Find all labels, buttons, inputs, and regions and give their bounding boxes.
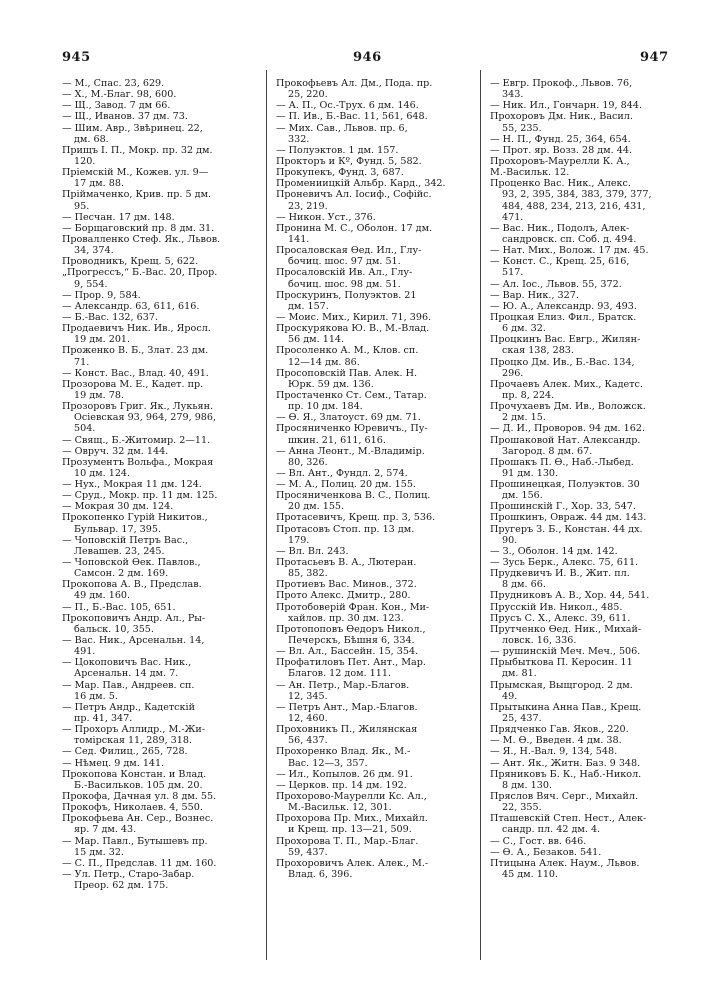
directory-entry-line: Прочаевъ Алек. Мих., Кадетс. (490, 378, 643, 390)
directory-entry-line: пр. 41, 347. (74, 713, 133, 725)
directory-entry-line: Провалленко Стеф. Як., Львов. (62, 233, 221, 245)
directory-entry-line: 8 дм. 66. (502, 579, 546, 591)
directory-entry-line: — Вл. Ал., Бассейн. 15, 354. (276, 646, 419, 658)
directory-entry-line: Прокофьевъ Ал. Дм., Пода. пр. (276, 78, 433, 89)
directory-entry-line: Влад. 6, 396. (288, 868, 353, 880)
directory-entry-line: дм. 81. (502, 668, 537, 680)
directory-entry-line: Прокопенко Гурiй Никитов., (62, 512, 208, 524)
directory-entry-line: 80, 326. (288, 456, 328, 468)
directory-entry-line: и Крещ. пр. 13—21, 509. (288, 824, 412, 836)
directory-entry-line: — Ил., Копылов. 26 дм. 91. (276, 768, 413, 780)
directory-entry-line: — Чоповской Ѳек. Павлов., (62, 557, 201, 569)
directory-entry-line: — Сруд., Мокр. пр. 11 дм. 125. (62, 490, 218, 502)
directory-entry-line: 12, 345. (288, 690, 328, 702)
directory-entry-line: 56 дм. 114. (288, 334, 345, 346)
directory-entry-line: — Ю. А., Александр. 93, 493. (490, 300, 637, 312)
directory-entry-line: дм. 156. (502, 490, 543, 502)
page-number-right: 947 (640, 50, 669, 65)
directory-entry-line: 16 дм. 5. (74, 690, 118, 702)
directory-entry-line: Протобоверiй Фран. Кон., Ми- (276, 601, 430, 613)
directory-entry-line: 90. (502, 534, 518, 546)
directory-entry-line: Прошаковой Нат. Александр. (490, 434, 641, 446)
directory-entry-line: Прымская, Выщгород. 2 дм. (490, 679, 633, 691)
directory-entry-line: — Ал. Iос., Львов. 55, 372. (490, 278, 622, 290)
directory-entry-line: — Анна Леонт., М.-Владимiр. (276, 445, 425, 457)
directory-entry-line: Просаловскiй Ив. Ал., Глу- (276, 267, 413, 279)
directory-entry-line: Бульвар. 17, 395. (74, 523, 162, 535)
directory-entry-line: — Нух., Мокрая 11 дм. 124. (62, 479, 202, 491)
directory-entry-line: — Д. И., Проворов. 94 дм. 162. (490, 423, 646, 435)
directory-entry-line: Просяниченкова В. С., Полиц. (276, 490, 431, 502)
directory-entry-line: Прошинскiй Г., Хор. 33, 547. (490, 501, 636, 513)
directory-entry-line: Самсон. 2 дм. 169. (74, 568, 169, 580)
directory-entry-line: Прудниковъ А. В., Хор. 44, 541. (490, 590, 650, 602)
column-2 (276, 78, 472, 880)
directory-entry-line: Прутченко Ѳед. Ник., Михай- (490, 623, 642, 635)
directory-entry-line: Прошкинъ, Овраж. 44 дм. 143. (490, 512, 647, 524)
directory-entry-line: 343. (502, 89, 524, 101)
directory-entry-line: — Нат. Мих., Волож. 17 дм. 45. (490, 245, 649, 257)
directory-entry-line: хайлов. пр. 30 дм. 123. (288, 612, 404, 624)
directory-entry-line: Пряниковъ Б. К., Наб.-Никол. (490, 768, 642, 780)
directory-entry-line: — А. П., Ос.-Трух. 6 дм. 146. (276, 100, 419, 112)
directory-entry-line: Загород. 8 дм. 67. (502, 445, 593, 457)
directory-entry-line: — Зусь Берк., Алекс. 75, 611. (490, 557, 639, 569)
directory-entry-line: — Шим. Авр., Звѣринец. 22, (62, 122, 203, 134)
directory-entry-line: Прусъ С. Х., Алекс. 39, 611. (490, 612, 631, 624)
directory-entry-line: Осiевская 93, 964, 279, 986, (74, 412, 217, 424)
directory-entry-line: — Вас. Ник., Подолъ, Алек- (490, 222, 630, 234)
directory-entry-line: Прозорова М. Е., Кадет. пр. (62, 378, 204, 390)
directory-entry-line: 25, 437. (502, 713, 542, 725)
directory-entry-line: яр. 7 дм. 43. (74, 824, 137, 836)
directory-entry-line: — Прор. 9, 584. (62, 289, 141, 301)
column-divider (266, 70, 267, 960)
directory-entry-line: — Ан. Петр., Мар.-Благов. (276, 679, 410, 691)
directory-entry-line: Пругеръ З. Б., Констан. 44 дх. (490, 523, 643, 535)
directory-entry-line: Проховникъ П., Жилянская (276, 724, 418, 736)
directory-entry-line: Прокоповичъ Андр. Ал., Ры- (62, 612, 206, 624)
directory-entry-line: Прокопова Констан. и Влад. (62, 768, 207, 780)
directory-entry-line: 45 дм. 110. (502, 868, 559, 880)
directory-entry-line: Прохорово-Маурелли Кс. Ал., (276, 791, 427, 802)
directory-entry-line: Вас. 12—3, 357. (288, 757, 368, 769)
directory-entry-line: Прохорова Т. П., Мар.-Благ. (276, 835, 419, 847)
directory-entry-line: Преор. 62 дм. 175. (74, 880, 169, 892)
directory-entry-line: Прыбыткова П. Керосин. 11 (490, 657, 633, 669)
directory-entry-line: Проневичъ Ал. Iосиф., Софiйс. (276, 189, 432, 201)
directory-entry-line: — Вл. Вл. 243. (276, 545, 349, 557)
directory-entry-line: М.-Васильк. 12, 301. (288, 802, 392, 814)
directory-entry-line: — Никон. Уст., 376. (276, 211, 376, 223)
directory-entry-line: — Полуэктов. 1 дм. 157. (276, 144, 399, 156)
directory-entry-line: — Прот. яр. Возз. 28 дм. 44. (490, 144, 632, 156)
directory-entry-line: 179. (288, 534, 310, 546)
directory-entry-line: — З., Оболон. 14 дм. 142. (490, 545, 618, 557)
directory-entry-line: Прiемскiй М., Кожев. ул. 9— (62, 167, 209, 179)
directory-entry-line: 55, 235. (502, 122, 542, 134)
directory-entry-line: — С., Гост. вв. 646. (490, 835, 587, 847)
directory-entry-line: Прохорова Пр. Мих., Михайл. (276, 813, 428, 825)
directory-entry-line: Прудкевичъ И. В., Жит. пл. (490, 568, 630, 580)
directory-entry-line: — Мар. Пав., Андреев. сп. (62, 679, 195, 691)
directory-entry-line: Прошинецкая, Полуэктов. 30 (490, 479, 640, 491)
directory-entry-line: М.-Васильк. 12. (490, 167, 570, 179)
directory-entry-line: Просоповскiй Пав. Алек. Н. (276, 367, 418, 379)
directory-entry-line: ловск. 16, 336. (502, 635, 577, 647)
directory-entry-line: 95. (74, 200, 90, 212)
directory-entry-line: Проженко В. Б., Злат. 23 дм. (62, 345, 209, 357)
directory-entry-line: Простаченко Ст. Сем., Татар. (276, 389, 427, 401)
directory-entry-line: 19 дм. 201. (74, 334, 131, 346)
directory-entry-line: сандр. пл. 42 дм. 4. (502, 824, 601, 836)
directory-entry-line: 23, 219. (288, 200, 328, 212)
directory-entry-line: 471. (502, 211, 524, 223)
directory-entry-line: — Борщаговский пр. 8 дм. 31. (62, 222, 215, 234)
directory-entry-line: — П. Ив., Б.-Вас. 11, 561, 648. (276, 111, 428, 123)
directory-entry-line: Прокупекъ, Фунд. 3, 687. (276, 167, 404, 179)
directory-entry-line: бочиц. шос. 98 дм. 51. (288, 278, 401, 290)
directory-entry-line: пр. 10 дм. 184. (288, 401, 363, 413)
directory-entry-line: — Щ., Иванов. 37 дм. 73. (62, 111, 188, 123)
directory-entry-line: 491. (74, 646, 96, 658)
directory-entry-line: 22, 355. (502, 802, 542, 814)
directory-entry-line: Процкинъ Вас. Евгр., Жилян- (490, 334, 641, 346)
directory-entry-line: бочиц. шос. 97 дм. 51. (288, 256, 401, 268)
directory-entry-line: Прохоренко Влад. Як., М.- (276, 746, 411, 758)
directory-entry-line: — М. Ѳ., Введен. 4 дм. 38. (490, 735, 622, 747)
directory-entry-line: 49 дм. 160. (74, 590, 131, 602)
directory-entry-line: 484, 488, 234, 213, 216, 431, (502, 200, 646, 212)
directory-entry-line: 120. (74, 155, 96, 167)
directory-entry-line: Прохоровичъ Алек. Алек., М.- (276, 857, 429, 869)
directory-entry-line: — Вас. Ник., Арсенальн. 14, (62, 635, 205, 647)
directory-entry-line: — Б.-Вас. 132, 637. (62, 311, 158, 323)
directory-entry-line: — М., Спас. 23, 629. (62, 78, 165, 89)
column-3 (490, 78, 690, 880)
directory-entry-line: Просаловская Ѳед. Ил., Глу- (276, 245, 422, 257)
directory-entry-line: — Нѣмец. 9 дм. 141. (62, 757, 165, 769)
directory-entry-line: Промениицкiй Альбр. Кард., 342. (276, 178, 446, 190)
directory-entry-line: — Ник. Ил., Гончарн. 19, 844. (490, 100, 642, 112)
directory-entry-line: Прытыкина Анна Пав., Крещ. (490, 701, 642, 713)
directory-entry-line: — М. А., Полиц. 20 дм. 155. (276, 479, 416, 491)
directory-entry-line: Арсенальн. 14 дм. 7. (74, 668, 179, 680)
directory-entry-line: шкин. 21, 611, 616. (288, 434, 386, 446)
directory-entry-line: Протасовъ Стоп. пр. 13 дм. (276, 523, 415, 535)
directory-entry-line: Протасевичъ, Крещ. пр. 3, 536. (276, 512, 436, 524)
directory-entry-line: 91 дм. 130. (502, 467, 559, 479)
directory-entry-line: 56, 437. (288, 735, 328, 747)
directory-entry-line: — Вар. Ник., 327. (490, 289, 579, 301)
directory-entry-line: Просяниченко Юревичъ., Пу- (276, 423, 428, 435)
directory-entry-line: 15 дм. 32. (74, 846, 124, 858)
directory-entry-line: 93, 2, 395, 384, 383, 379, 377, (502, 189, 652, 201)
directory-entry-line: Пряслов Вяч. Серг., Михайл. (490, 791, 639, 802)
directory-entry-line: 59, 437. (288, 846, 328, 858)
directory-entry-line: — Мокрая 30 дм. 124. (62, 501, 174, 513)
directory-entry-line: — Евгр. Прокоф., Львов. 76, (490, 78, 633, 89)
directory-entry-line: — Ѳ. Я., Златоуст. 69 дм. 71. (276, 412, 421, 424)
directory-entry-line: Прокофъ, Николаев. 4, 550. (62, 802, 203, 814)
directory-entry-line: — Петръ Ант., Мар.-Благов. (276, 701, 418, 713)
directory-entry-line: 332. (288, 133, 310, 145)
directory-entry-line: Проводникъ, Крещ. 5, 622. (62, 256, 199, 268)
directory-entry-line: — Церков. пр. 14 дм. 192. (276, 779, 407, 791)
directory-entry-line: Проскуринъ, Полуэктов. 21 (276, 289, 417, 301)
directory-entry-line: 504. (74, 423, 96, 435)
directory-entry-line: Прозументъ Вольфа., Мокрая (62, 456, 214, 468)
directory-entry-line: 8 дм. 130. (502, 779, 552, 791)
directory-entry-line: — Щ., Завод. 7 дм 66. (62, 100, 171, 112)
directory-entry-line: Проценко Вас. Ник., Алекс. (490, 178, 631, 190)
directory-entry-line: Прiймаченко, Крив. пр. 5 дм. (62, 189, 212, 201)
directory-entry-line: — Мар. Павл., Бутышевъ пр. (62, 835, 208, 847)
directory-entry-line: Прохоровъ-Маурелли К. А., (490, 155, 630, 167)
directory-entry-line: 9, 554. (74, 278, 108, 290)
directory-entry-line: Прошакъ П. Ѳ., Наб.-Лыбед. (490, 456, 634, 468)
directory-entry-line: ская 138, 283. (502, 345, 574, 357)
directory-entry-line: — Чоповскiй Петръ Вас., (62, 534, 189, 546)
directory-entry-line: 2 дм. 15. (502, 412, 546, 424)
directory-entry-line: Прусскiй Ив. Никол., 485. (490, 601, 623, 613)
directory-entry-line: „Прогрессъ,“ Б.-Вас. 20, Прор. (62, 267, 218, 279)
directory-entry-line: Прокофьева Ан. Сер., Вознес. (62, 813, 214, 825)
directory-entry-line: — Вл. Ант., Фундл. 2, 574. (276, 467, 408, 479)
directory-entry-line: Печерскъ, Бѣшня 6, 334. (288, 635, 415, 647)
directory-entry-line: Протопоповъ Ѳедоръ Никол., (276, 623, 426, 635)
directory-entry-line: 17 дм. 88. (74, 178, 124, 190)
column-1 (62, 78, 258, 891)
directory-entry-line: Прищъ I. П., Мокр. пр. 32 дм. (62, 144, 213, 156)
directory-entry-line: Прохоровъ Дм. Ник., Васил. (490, 111, 633, 123)
directory-entry-line: Благов. 12 дом. 111. (288, 668, 392, 680)
directory-entry-line: Прокопова А. В., Предслав. (62, 579, 202, 591)
directory-entry-line: 12—14 дм. 86. (288, 356, 360, 368)
directory-entry-line: дм. 68. (74, 133, 109, 145)
column-divider (480, 70, 481, 960)
page-number-left: 945 (62, 50, 91, 65)
directory-entry-line: пр. 8, 224. (502, 389, 555, 401)
directory-entry-line: Прочухаевъ Дм. Ив., Воложск. (490, 401, 646, 413)
directory-entry-line: 517. (502, 267, 524, 279)
directory-entry-line: Прозоровъ Григ. Як., Лукьян. (62, 401, 214, 413)
directory-entry-line: Процко Дм. Ив., Б.-Вас. 134, (490, 356, 635, 368)
directory-entry-line: — Н. П., Фунд. 25, 364, 654. (490, 133, 631, 145)
directory-entry-line: 25, 220. (288, 89, 328, 101)
directory-entry-line: 12, 460. (288, 713, 328, 725)
directory-entry-line: — С. П., Предслав. 11 дм. 160. (62, 857, 217, 869)
directory-entry-line: Юрк. 59 дм. 136. (288, 378, 374, 390)
directory-entry-line: Просоленко А. М., Клов. сп. (276, 345, 419, 357)
directory-entry-line: Пташевскiй Степ. Нест., Алек- (490, 813, 647, 825)
directory-entry-line: дм. 157. (288, 300, 329, 312)
directory-entry-line: Прокторъ и Кº, Фунд. 5, 582. (276, 155, 422, 167)
directory-entry-line: — Х., М.-Благ. 98, 600. (62, 89, 177, 101)
directory-entry-line: — Свящ., Б.-Житомир. 2—11. (62, 434, 211, 446)
directory-entry-line: бальск. 10, 355. (74, 623, 154, 635)
directory-entry-line: 10 дм. 124. (74, 467, 131, 479)
directory-entry-line: 141. (288, 233, 310, 245)
directory-entry-line: Продаевичъ Ник. Ив., Яросл. (62, 323, 211, 335)
page-number-center: 946 (353, 50, 382, 65)
directory-entry-line: сандровск. сп. Соб. д. 494. (502, 233, 637, 245)
directory-entry-line: — Мих. Сав., Львов. пр. 6, (276, 122, 408, 134)
directory-entry-line: Проскурякова Ю. В., М.-Влад. (276, 323, 430, 335)
directory-entry-line: — Ѳ. А., Безаков. 541. (490, 846, 602, 858)
directory-entry-line: Прокофа, Дачная ул. 8 дм. 55. (62, 791, 217, 802)
directory-entry-line: 71. (74, 356, 90, 368)
directory-entry-line: Прото Алекс. Дмитр., 280. (276, 590, 411, 602)
directory-entry-line: — рушинскiй Меч. Меч., 506. (490, 646, 641, 658)
directory-entry-line: — Моис. Мих., Кирил. 71, 396. (276, 311, 432, 323)
directory-entry-line: Левашев. 23, 245. (74, 545, 165, 557)
directory-entry-line: Профатиловъ Пет. Ант., Мар. (276, 657, 426, 669)
directory-entry-line: — Сед. Филиц., 265, 728. (62, 746, 188, 758)
directory-entry-line: — Конст. С., Крещ. 25, 616, (490, 256, 630, 268)
directory-entry-line: — Ант. Як., Житн. Баз. 9 348. (490, 757, 641, 769)
directory-entry-line: — Цокоповичъ Вас. Ник., (62, 657, 192, 669)
directory-entry-line: 34, 374. (74, 245, 114, 257)
directory-entry-line: — Ул. Петр., Старо-Забар. (62, 868, 195, 880)
directory-entry-line: 19 дм. 78. (74, 389, 124, 401)
directory-entry-line: — Петръ Андр., Кадетскiй (62, 701, 196, 713)
directory-entry-line: Б.-Васильков. 105 дм. 20. (74, 779, 203, 791)
directory-entry-line: Процкая Елиз. Фил., Братск. (490, 311, 637, 323)
directory-entry-line: 20 дм. 155. (288, 501, 345, 513)
directory-entry-line: — Песчан. 17 дм. 148. (62, 211, 175, 223)
directory-entry-line: — Овруч. 32 дм. 144. (62, 445, 169, 457)
directory-entry-line: 296. (502, 367, 524, 379)
directory-entry-line: Протасьевъ В. А., Лютеран. (276, 557, 417, 569)
directory-entry-line: 85, 382. (288, 568, 328, 580)
directory-entry-line: 6 дм. 32. (502, 323, 546, 335)
directory-entry-line: 49. (502, 690, 518, 702)
directory-entry-line: Пронина М. С., Оболон. 17 дм. (276, 222, 433, 234)
directory-entry-line: Протиевъ Вас. Минов., 372. (276, 579, 417, 591)
directory-entry-line: томiрская 11, 289, 318. (74, 735, 193, 747)
directory-entry-line: — Я., Н.-Вал. 9, 134, 548. (490, 746, 618, 758)
directory-entry-line: — Конст. Вас., Влад. 40, 491. (62, 367, 209, 379)
directory-entry-line: — Прохоръ Аллидр., М.-Жи- (62, 724, 205, 736)
directory-entry-line: Прядченко Гав. Яков., 220. (490, 724, 629, 736)
directory-entry-line: — Александр. 63, 611, 616. (62, 300, 200, 312)
directory-entry-line: Птицына Алек. Наум., Львов. (490, 857, 640, 869)
directory-entry-line: — П., Б.-Вас. 105, 651. (62, 601, 176, 613)
